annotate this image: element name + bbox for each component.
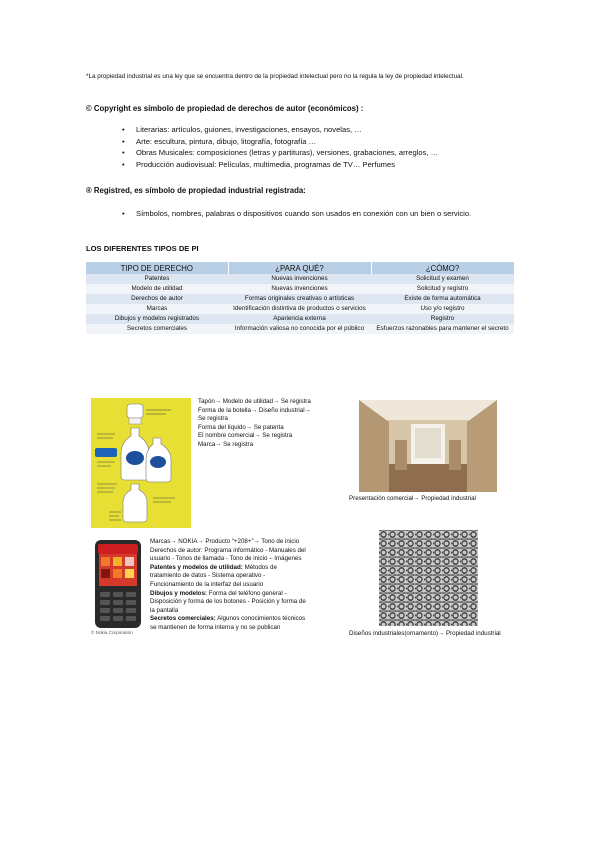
secrets-text: Algunos conocimientos técnicos — [215, 615, 306, 623]
caption-line: Derechos de autor: Programa informático - Manuales del — [150, 546, 306, 554]
table-cell: Registro — [371, 314, 514, 324]
pi-types-table — [86, 262, 515, 334]
table-row — [86, 304, 514, 314]
registered-heading: ® Registred, es símbolo de propiedad industrial registrada: — [86, 186, 306, 195]
table-cell: Formas originales creativas o artísticas — [228, 294, 371, 304]
table-cell: Derechos de autor — [86, 294, 228, 304]
table-row — [86, 314, 514, 324]
table-cell: Secretos comerciales — [86, 324, 228, 334]
secrets-label: Secretos comerciales: — [150, 615, 216, 623]
table-cell: Nuevas invenciones — [228, 274, 371, 284]
table-cell: Identificación distintiva de productos o servicios — [228, 304, 371, 314]
presentation-caption: Presentación comercial→ Propiedad industrial — [349, 495, 476, 502]
patents-label: Patentes y modelos de utilidad: — [150, 563, 243, 571]
list-item: • Arte: escultura, pintura, dibujo, litografía, fotografía … — [122, 136, 438, 148]
table-cell: Marcas — [86, 304, 228, 314]
table-cell: Dibujos y modelos registrados — [86, 314, 228, 324]
caption-line: se mantienen de forma interna y no se publican — [150, 623, 281, 631]
nokia-caption — [150, 538, 345, 633]
caption-line: usuario - Tonos de llamada - Tono de inicio – Imágenes — [150, 555, 302, 563]
ornament-caption: Diseños industriales(ornamento)→ Propiedad industrial — [349, 630, 501, 637]
caption-line: Marca→ Se registra — [198, 440, 254, 448]
table-cell: Solicitud y registro — [371, 284, 514, 294]
table-cell: Patentes — [86, 274, 228, 284]
table-cell: Modelo de utilidad — [86, 284, 228, 294]
bottle-caption — [198, 398, 350, 450]
caption-line — [150, 615, 345, 624]
caption-line: Disposición y forma de los botones - Posición y forma de — [150, 598, 306, 606]
commercial-presentation-photo — [359, 400, 497, 492]
list-item: • Producción audiovisual: Películas, multimedia, programas de TV… Perfumes — [122, 159, 438, 171]
table-row — [86, 274, 514, 284]
caption-line: Se registra — [198, 415, 228, 423]
column-header: ¿CÓMO? — [371, 262, 514, 274]
patents-text: Métodos de — [242, 563, 277, 571]
column-header: ¿PARA QUÉ? — [228, 262, 371, 274]
table-cell: Nuevas invenciones — [228, 284, 371, 294]
table-cell: Apariencia externa — [228, 314, 371, 324]
table-cell: Solicitud y examen — [371, 274, 514, 284]
caption-line: El nombre comercial→ Se registra — [198, 432, 293, 440]
table-cell: Esfuerzos razonables para mantener el secreto — [371, 324, 514, 334]
table-cell: Existe de forma automática — [371, 294, 514, 304]
list-item: • Literarias: artículos, guiones, investigaciones, ensayos, novelas, … — [122, 124, 438, 136]
designs-label: Dibujos y modelos: — [150, 589, 208, 597]
registered-list — [122, 208, 516, 221]
table-row — [86, 284, 514, 294]
section-title: LOS DIFERENTES TIPOS DE PI — [86, 244, 199, 253]
caption-line: Tapón→ Modelo de utilidad→ Se registra — [198, 398, 311, 405]
phone-credit: © Nokia Corporation — [91, 630, 133, 635]
ornament-pattern-image — [379, 530, 478, 626]
caption-line — [150, 590, 345, 599]
caption-line: Funcionamiento de la interfaz del usuario — [150, 580, 264, 588]
caption-line: Marcas→ NOKIA→ Producto “+208+”→ Tono de inicio — [150, 538, 300, 545]
table-row — [86, 324, 514, 334]
column-header: TIPO DE DERECHO — [86, 262, 228, 274]
table-cell: Información valiosa no conocida por el público — [228, 324, 371, 334]
list-item: • Símbolos, nombres, palabras o dispositivos cuando son usados en conexión con un bien o servicio. — [122, 208, 516, 221]
caption-line: Forma del líquido→ Se patenta — [198, 423, 284, 431]
caption-line: tratamiento de datos - Sistema operativo - — [150, 572, 266, 580]
caption-line — [150, 564, 345, 573]
copyright-heading: © Copyright es símbolo de propiedad de derechos de autor (económicos) : — [86, 104, 364, 113]
footnote-text: *La propiedad industrial es una ley que se encuentra dentro de la propiedad intelectual pero no la regula la ley de propiedad intelectual. — [86, 73, 464, 80]
designs-text: Forma del teléfono general - — [207, 589, 287, 597]
table-cell: Uso y/o registro — [371, 304, 514, 314]
bottle-diagram-image — [91, 398, 191, 528]
copyright-list — [122, 124, 438, 170]
table-row — [86, 294, 514, 304]
nokia-phone-image — [91, 538, 145, 640]
caption-line: la pantalla — [150, 606, 179, 614]
list-item: • Obras Musicales: composiciones (letras y partituras), versiones, grabaciones, arreglos, … — [122, 147, 438, 159]
caption-line: Forma de la botella→ Diseño industrial→ — [198, 406, 311, 414]
